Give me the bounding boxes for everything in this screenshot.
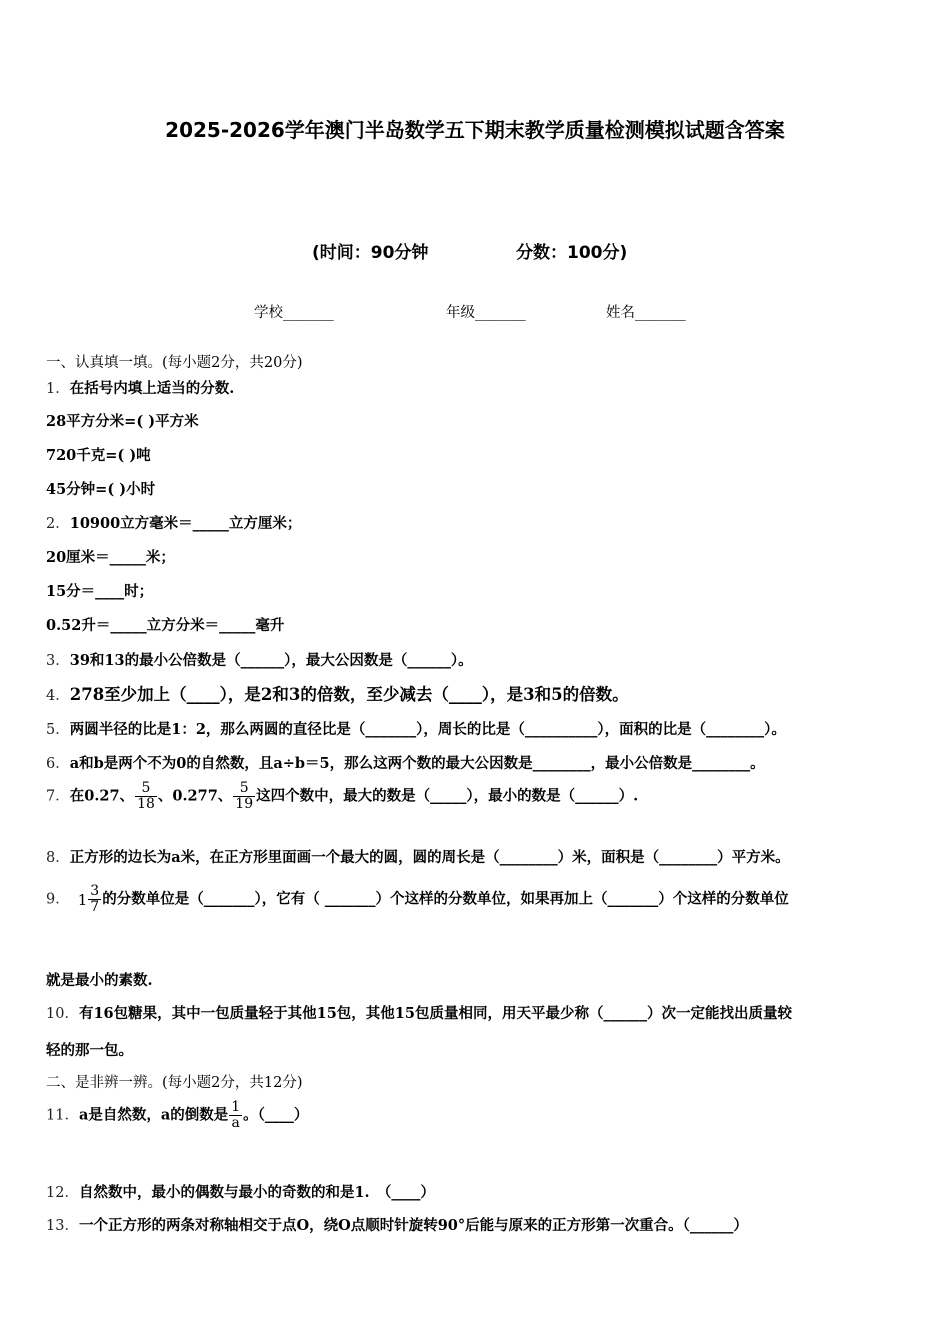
name-field: 姓名_______ xyxy=(606,305,686,321)
school-field: 学校_______ xyxy=(254,305,334,321)
question-number: 4． xyxy=(46,688,70,704)
question-number: 2． xyxy=(46,516,70,532)
question-text: 正方形的边长为a米，在正方形里面画一个最大的圆，圆的周长是（________）米，面积是（________）平方米。 xyxy=(69,849,790,866)
page-title: 2025-2026学年澳门半岛数学五下期末教学质量检测模拟试题含答案 xyxy=(165,118,785,142)
question-number: 9． xyxy=(46,891,70,908)
question-text: 在括号内填上适当的分数. xyxy=(69,380,235,397)
question-number: 3． xyxy=(46,653,70,669)
fraction-numerator: 5 xyxy=(141,780,151,796)
question-line: 28平方分米=( )平方米 xyxy=(46,413,199,430)
question-text: 10900立方毫米＝_____立方厘米； xyxy=(69,515,302,532)
question-number: 7． xyxy=(46,788,70,805)
question-1 xyxy=(46,377,234,398)
question-text: a和b是两个不为0的自然数，且a÷b＝5，那么这两个数的最大公因数是________，最小公倍数是________。 xyxy=(69,755,765,772)
fraction-numerator: 3 xyxy=(90,883,100,899)
question-number: 11． xyxy=(46,1107,79,1124)
question-text: 的分数单位是（_______），它有（ _______）个这样的分数单位，如果再加上（_______）个这样的分数单位 xyxy=(102,890,789,908)
fraction-denominator: 18 xyxy=(137,796,155,812)
question-number: 8． xyxy=(46,850,70,866)
question-text: 在0.27、 xyxy=(69,787,135,805)
grade-field: 年级_______ xyxy=(446,305,526,321)
question-line: 0.52升＝_____立方分米＝_____毫升 xyxy=(46,617,285,634)
question-7 xyxy=(46,781,638,812)
question-line: 就是最小的素数. xyxy=(46,972,153,989)
question-text: 两圆半径的比是1：2，那么两圆的直径比是（_______），周长的比是（__________），面积的比是（________）。 xyxy=(69,721,786,738)
question-text: 。（____） xyxy=(243,1106,309,1124)
question-text: 39和13的最小公倍数是（______），最大公因数是（______）。 xyxy=(69,652,473,669)
question-number: 13． xyxy=(46,1218,79,1234)
fraction-numerator: 1 xyxy=(231,1099,241,1115)
question-12 xyxy=(46,1181,435,1202)
fraction-denominator: a xyxy=(229,1115,242,1131)
exam-score: 分数：100分) xyxy=(516,243,628,263)
question-text: a是自然数，a的倒数是 xyxy=(78,1106,229,1124)
section2-heading: 二、是非辨一辨。(每小题2分，共12分) xyxy=(46,1075,303,1091)
fraction xyxy=(233,781,255,812)
question-text: 一个正方形的两条对称轴相交于点O，绕O点顺时针旋转90°后能与原来的正方形第一次重合。（______） xyxy=(78,1217,748,1234)
question-text: 这四个数中，最大的数是（_____），最小的数是（______）. xyxy=(256,787,639,805)
question-line: 20厘米＝_____米； xyxy=(46,549,175,566)
question-3 xyxy=(46,649,473,670)
question-6 xyxy=(46,752,765,773)
question-5 xyxy=(46,718,786,739)
section1-heading: 一、认真填一填。(每小题2分，共20分) xyxy=(46,355,303,371)
fraction xyxy=(229,1100,242,1131)
question-text: 自然数中，最小的偶数与最小的奇数的和是1. （____） xyxy=(78,1184,435,1201)
question-number: 12． xyxy=(46,1185,79,1201)
fraction-numerator: 5 xyxy=(239,780,249,796)
question-number: 10． xyxy=(46,1006,79,1022)
question-4 xyxy=(46,681,629,705)
question-11 xyxy=(46,1100,308,1131)
question-line: 轻的那一包。 xyxy=(46,1042,133,1059)
question-number: 5． xyxy=(46,722,70,738)
question-number: 6． xyxy=(46,756,70,772)
fraction xyxy=(88,884,101,915)
question-number: 1． xyxy=(46,381,70,397)
question-text: 、0.277、 xyxy=(157,787,233,805)
question-line: 720千克=( )吨 xyxy=(46,447,151,464)
fraction xyxy=(135,781,157,812)
fraction-denominator: 19 xyxy=(235,796,254,812)
question-2 xyxy=(46,512,301,533)
exam-time: (时间：90分钟 xyxy=(312,243,429,263)
question-10 xyxy=(46,1002,792,1023)
question-13 xyxy=(46,1214,748,1235)
question-text: 278至少加上（____），是2和3的倍数，至少减去（____），是3和5的倍数。 xyxy=(69,685,629,704)
question-text: 有16包糖果，其中一包质量轻于其他15包，其他15包质量相同，用天平最少称（______）次一定能找出质量较 xyxy=(78,1005,792,1022)
mixed-number-whole: 1 xyxy=(77,890,88,909)
question-9 xyxy=(46,884,789,915)
fraction-denominator: 7 xyxy=(90,899,100,915)
question-8 xyxy=(46,846,790,867)
question-line: 15分＝____时； xyxy=(46,583,154,600)
question-line: 45分钟=( )小时 xyxy=(46,481,156,498)
